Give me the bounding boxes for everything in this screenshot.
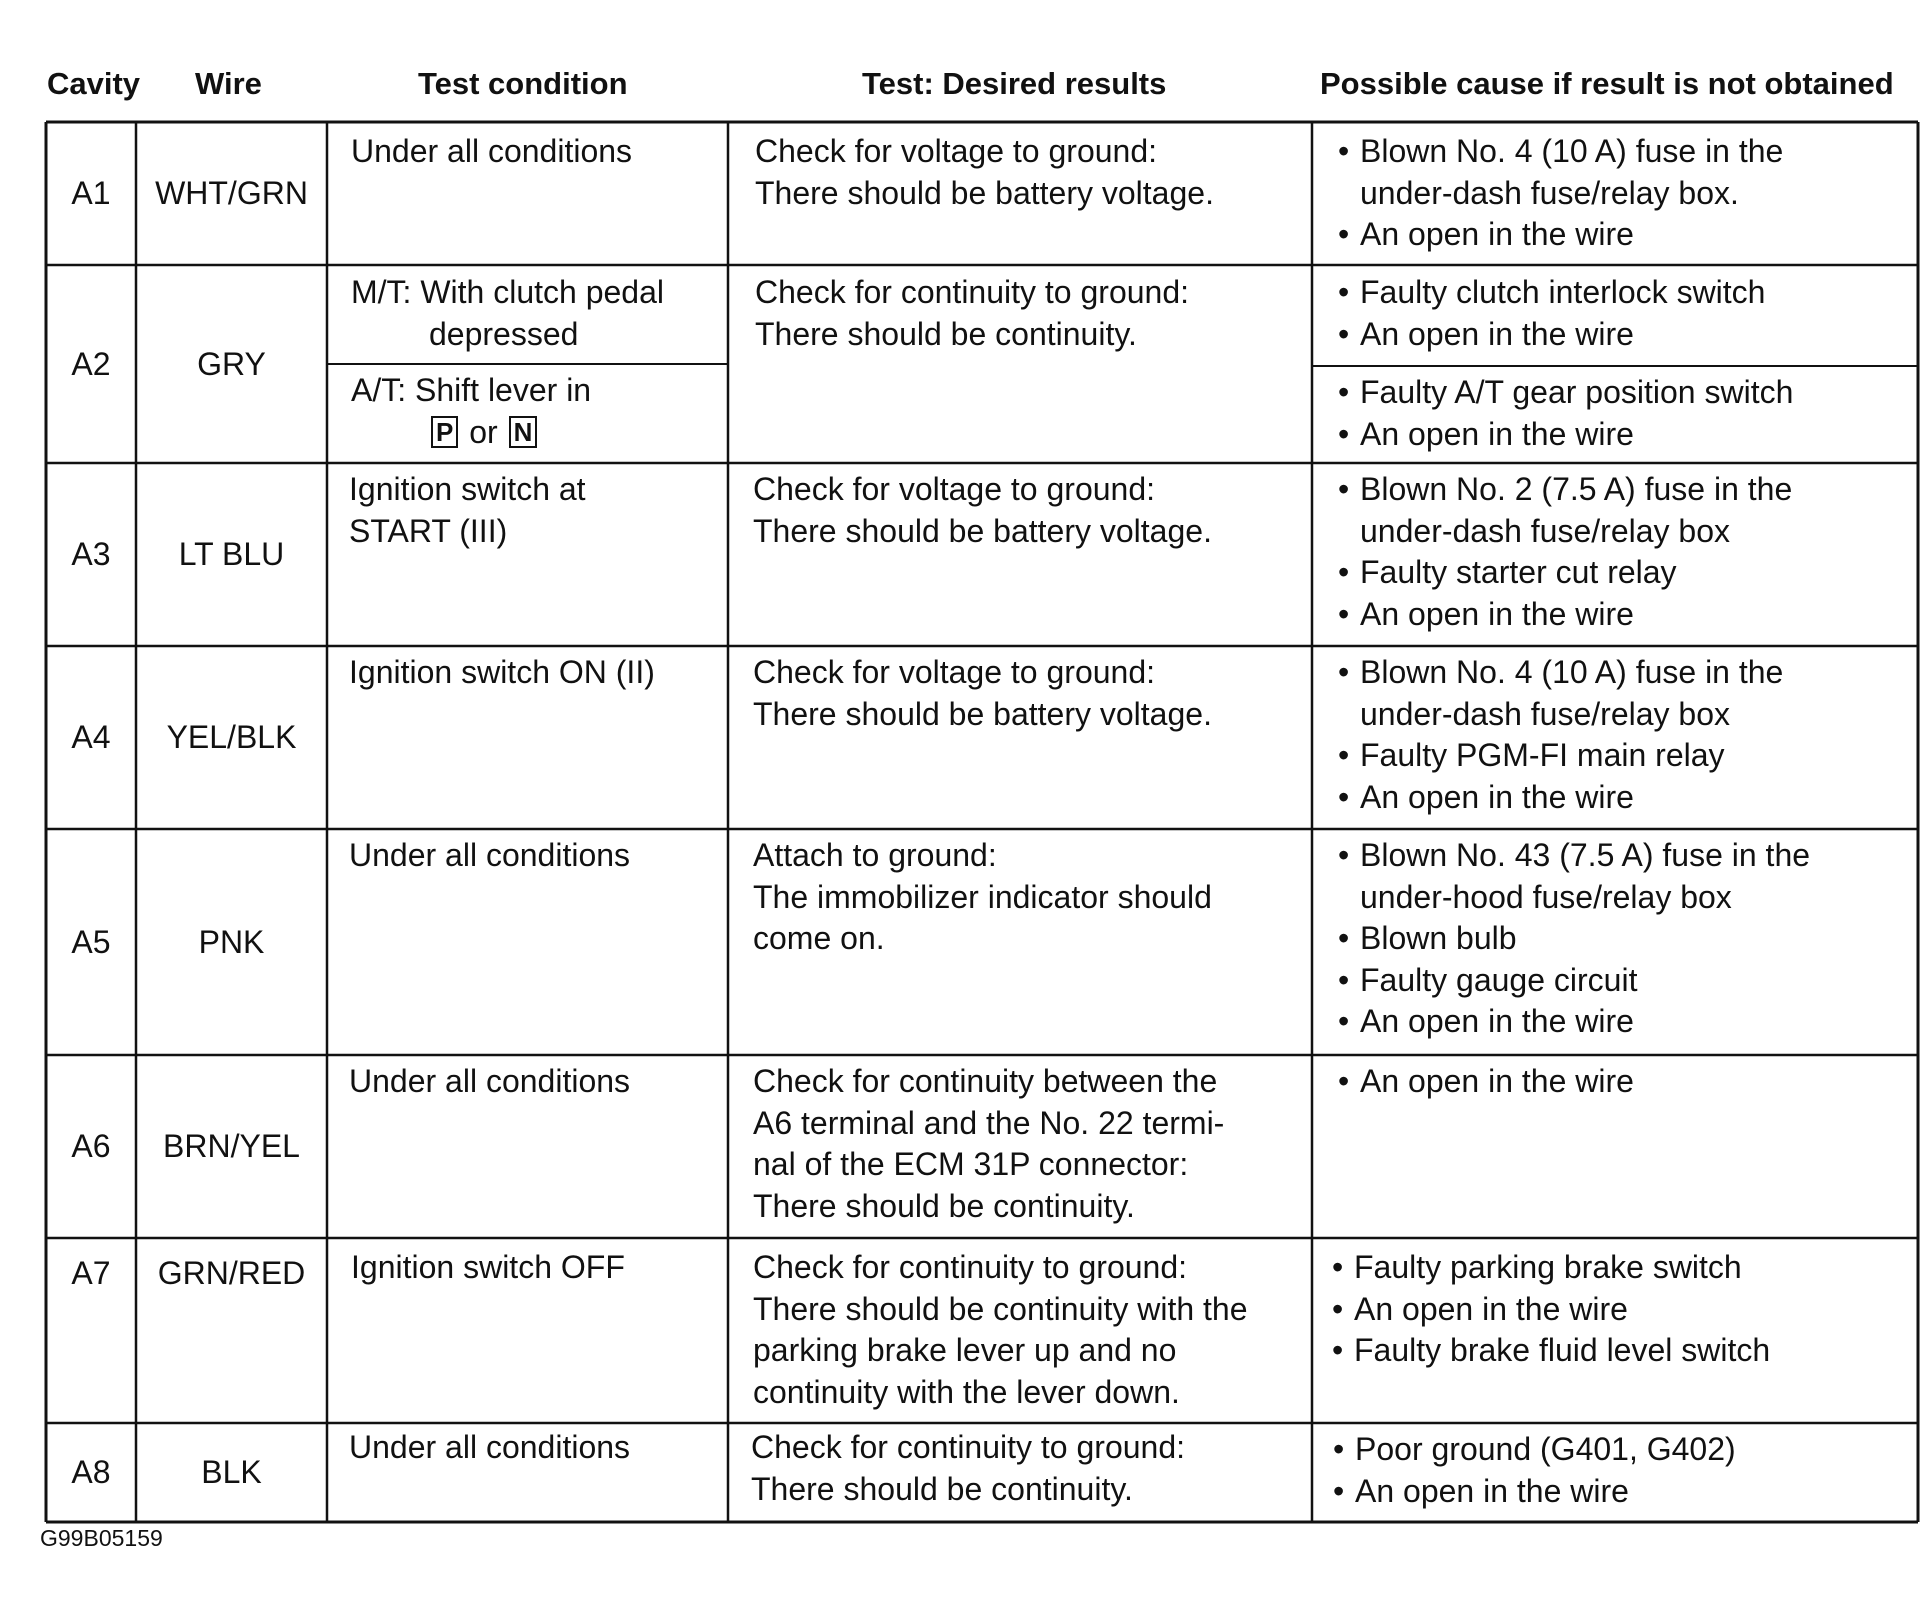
header-cavity: Cavity	[47, 66, 141, 101]
condition-line: START (III)	[349, 512, 508, 549]
cavity-cell: A2	[71, 345, 111, 382]
condition-line: depressed	[429, 315, 579, 352]
wire-cell: LT BLU	[178, 536, 285, 572]
result-line: continuity with the lever down.	[753, 1373, 1180, 1410]
condition-cell-mt	[351, 272, 664, 355]
cause-item: • Faulty A/T gear position switch	[1338, 372, 1793, 414]
result-line: The immobilizer indicator should	[753, 878, 1212, 915]
result-line: There should be continuity.	[751, 1470, 1133, 1507]
cause-item: • Faulty parking brake switch	[1332, 1247, 1770, 1289]
wire-cell: WHT/GRN	[155, 175, 308, 211]
condition-line: Ignition switch ON (II)	[349, 654, 655, 690]
condition-cell	[349, 1061, 630, 1103]
condition-cell-at	[351, 370, 591, 453]
cause-item: • Blown No. 4 (10 A) fuse in the under-dash fuse/relay box	[1338, 652, 1783, 735]
wire-cell: BLK	[201, 1454, 262, 1490]
wire-cell: BRN/YEL	[163, 1128, 300, 1164]
header-possible-cause: Possible cause if result is not obtained	[1320, 66, 1894, 101]
header-desired-results: Test: Desired results	[862, 66, 1167, 101]
result-line: Check for continuity to ground:	[751, 1429, 1186, 1465]
cause-item: • An open in the wire	[1338, 1061, 1634, 1103]
cause-item: • An open in the wire	[1338, 214, 1783, 256]
cause-item: • An open in the wire	[1333, 1471, 1736, 1513]
result-line: There should be continuity.	[753, 1187, 1135, 1224]
cause-item: • An open in the wire	[1338, 594, 1792, 636]
cause-item: • Faulty brake fluid level switch	[1332, 1330, 1770, 1372]
cause-item: • An open in the wire	[1338, 777, 1783, 819]
cause-cell	[1338, 131, 1783, 256]
cause-item: • Faulty gauge circuit	[1338, 960, 1810, 1002]
cavity-cell: A4	[71, 719, 111, 755]
cause-item: • Blown No. 2 (7.5 A) fuse in the under-dash fuse/relay box	[1338, 469, 1792, 552]
condition-line: M/T: With clutch pedal	[351, 274, 664, 310]
result-line: Check for continuity to ground:	[753, 1249, 1188, 1285]
result-line: Check for voltage to ground:	[753, 471, 1156, 507]
result-cell	[755, 272, 1189, 355]
result-line: nal of the ECM 31P connector:	[753, 1146, 1189, 1182]
result-cell	[753, 835, 1212, 960]
result-cell	[753, 1247, 1248, 1413]
condition-line: Under all conditions	[349, 837, 631, 873]
condition-line: Ignition switch OFF	[351, 1249, 625, 1285]
result-line: Attach to ground:	[753, 837, 997, 873]
condition-cell	[351, 1247, 625, 1289]
cause-item: • Faulty PGM-FI main relay	[1338, 735, 1783, 777]
cause-item: • An open in the wire	[1338, 1001, 1810, 1043]
cavity-cell: A3	[71, 536, 111, 572]
header-wire: Wire	[195, 66, 262, 101]
result-line: There should be battery voltage.	[753, 512, 1212, 549]
cause-item: • Blown bulb	[1338, 918, 1810, 960]
cause-item: • An open in the wire	[1332, 1289, 1770, 1331]
cause-cell-mt	[1338, 272, 1765, 355]
condition-cell	[351, 131, 632, 173]
wire-cell: GRN/RED	[157, 1254, 306, 1291]
wire-cell: GRY	[197, 345, 266, 382]
result-line: There should be continuity with the	[753, 1290, 1248, 1327]
cavity-cell: A8	[71, 1454, 111, 1490]
key-p-icon: P	[431, 416, 458, 448]
wire-cell: YEL/BLK	[166, 719, 297, 755]
cause-item: • Poor ground (G401, G402)	[1333, 1429, 1736, 1471]
cause-cell	[1338, 652, 1783, 818]
result-line: Check for continuity to ground:	[755, 274, 1190, 310]
result-line: There should be continuity.	[755, 315, 1137, 352]
condition-line: Under all conditions	[349, 1429, 631, 1465]
cause-item: • An open in the wire	[1338, 314, 1765, 356]
condition-or: or	[469, 413, 498, 450]
key-n-icon: N	[509, 416, 538, 448]
cause-cell-at	[1338, 372, 1793, 455]
cause-item: • An open in the wire	[1338, 414, 1793, 456]
wire-cell: PNK	[198, 923, 265, 960]
result-cell	[753, 652, 1212, 735]
cause-cell	[1338, 835, 1810, 1043]
cavity-cell: A6	[71, 1128, 111, 1164]
cause-item: • Faulty starter cut relay	[1338, 552, 1792, 594]
cause-item: • Blown No. 4 (10 A) fuse in the under-dash fuse/relay box.	[1338, 131, 1783, 214]
result-line: There should be battery voltage.	[755, 174, 1214, 211]
result-line: come on.	[753, 920, 885, 956]
result-line: parking brake lever up and no	[753, 1332, 1177, 1368]
result-line: There should be battery voltage.	[753, 695, 1212, 732]
figure-code: G99B05159	[40, 1525, 163, 1551]
cavity-cell: A1	[71, 175, 111, 211]
result-cell	[755, 131, 1214, 214]
condition-line: Ignition switch at	[349, 471, 586, 507]
cause-cell	[1333, 1429, 1736, 1512]
condition-cell	[349, 835, 630, 877]
condition-cell	[349, 469, 586, 552]
result-line: Check for voltage to ground:	[755, 133, 1158, 169]
result-cell	[753, 1061, 1224, 1227]
cause-item: • Blown No. 43 (7.5 A) fuse in the under-hood fuse/relay box	[1338, 835, 1810, 918]
condition-line: A/T: Shift lever in	[351, 372, 592, 408]
cavity-cell: A7	[71, 1254, 111, 1291]
condition-cell	[349, 652, 655, 694]
cause-cell	[1332, 1247, 1770, 1372]
result-line: Check for continuity between the	[753, 1063, 1218, 1099]
cavity-cell: A5	[71, 923, 111, 960]
result-line: Check for voltage to ground:	[753, 654, 1156, 690]
header-test-condition: Test condition	[418, 66, 628, 101]
result-line: A6 terminal and the No. 22 termi-	[753, 1104, 1225, 1141]
result-cell	[753, 469, 1212, 552]
cause-item: • Faulty clutch interlock switch	[1338, 272, 1765, 314]
condition-line: Under all conditions	[349, 1063, 631, 1099]
result-cell	[751, 1427, 1185, 1510]
condition-cell	[349, 1427, 630, 1469]
condition-line: Under all conditions	[351, 133, 633, 169]
cause-cell	[1338, 1061, 1634, 1103]
condition-line-keys	[351, 412, 591, 454]
cause-cell	[1338, 469, 1792, 635]
